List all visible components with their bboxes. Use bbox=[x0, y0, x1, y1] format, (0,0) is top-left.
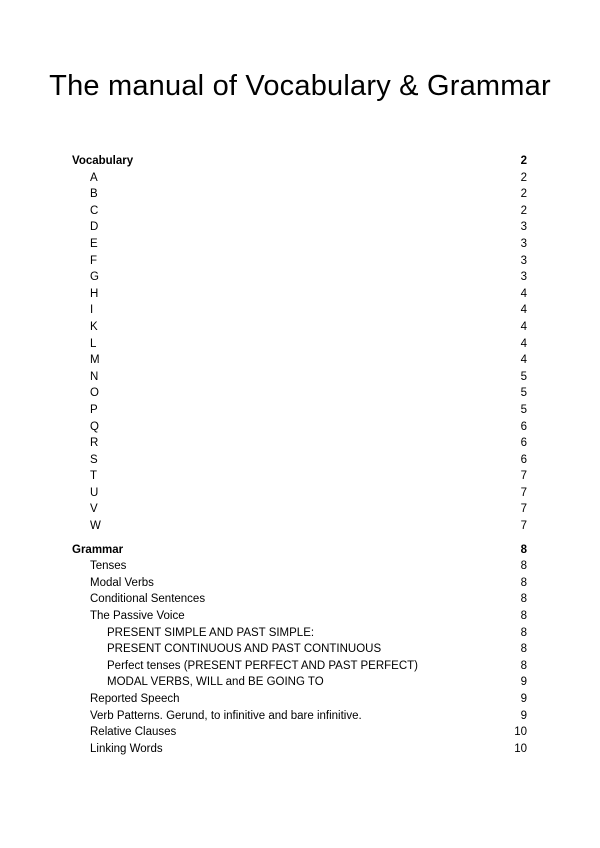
toc-page-number: 9 bbox=[520, 709, 527, 722]
toc-entry[interactable] bbox=[72, 203, 527, 220]
toc-page-number: 6 bbox=[520, 453, 527, 466]
toc-subentry[interactable] bbox=[72, 625, 527, 642]
toc-entry-label: T bbox=[90, 470, 98, 483]
toc-page-number: 6 bbox=[520, 437, 527, 450]
toc-entry-label: O bbox=[90, 387, 99, 400]
toc-entry-label: Q bbox=[90, 420, 99, 433]
toc-entry-label: P bbox=[90, 403, 98, 416]
toc-entry-label: Verb Patterns. Gerund, to infinitive and bare infinitive. bbox=[90, 709, 362, 722]
toc-entry-label: Relative Clauses bbox=[90, 726, 177, 739]
toc-entry-label: MODAL VERBS, WILL and BE GOING TO bbox=[107, 676, 324, 689]
toc-entry-label: S bbox=[90, 453, 98, 466]
toc-page-number: 7 bbox=[520, 470, 527, 483]
toc-entry[interactable] bbox=[72, 186, 527, 203]
toc-entry[interactable] bbox=[72, 219, 527, 236]
toc-section-entry[interactable] bbox=[72, 542, 527, 559]
toc-page-number: 2 bbox=[520, 204, 527, 217]
toc-entry-label: V bbox=[90, 503, 98, 516]
toc-page-number: 4 bbox=[520, 287, 527, 300]
toc-entry[interactable] bbox=[72, 369, 527, 386]
toc-entry[interactable] bbox=[72, 741, 527, 758]
toc-subentry[interactable] bbox=[72, 674, 527, 691]
toc-entry-label: PRESENT SIMPLE AND PAST SIMPLE: bbox=[107, 626, 315, 639]
toc-page-number: 5 bbox=[520, 370, 527, 383]
toc-page-number: 8 bbox=[520, 576, 527, 589]
toc-entry[interactable] bbox=[72, 518, 527, 535]
toc-subentry[interactable] bbox=[72, 658, 527, 675]
toc-entry[interactable] bbox=[72, 269, 527, 286]
toc-entry[interactable] bbox=[72, 402, 527, 419]
toc-page-number: 9 bbox=[520, 676, 527, 689]
toc-entry-label: U bbox=[90, 486, 99, 499]
toc-entry-label: M bbox=[90, 354, 100, 367]
toc-page-number: 7 bbox=[520, 486, 527, 499]
toc-entry[interactable] bbox=[72, 435, 527, 452]
toc-section-entry[interactable] bbox=[72, 153, 527, 170]
toc-page-number: 3 bbox=[520, 237, 527, 250]
toc-entry[interactable] bbox=[72, 691, 527, 708]
toc-entry-label: Conditional Sentences bbox=[90, 593, 206, 606]
toc-page-number: 3 bbox=[520, 271, 527, 284]
toc-entry-label: N bbox=[90, 370, 99, 383]
toc-entry-label: C bbox=[90, 204, 99, 217]
toc-entry[interactable] bbox=[72, 591, 527, 608]
toc-page-number: 4 bbox=[520, 320, 527, 333]
toc-entry[interactable] bbox=[72, 319, 527, 336]
toc-entry[interactable] bbox=[72, 452, 527, 469]
toc-page-number: 4 bbox=[520, 354, 527, 367]
toc-page-number: 8 bbox=[520, 610, 527, 623]
toc-page-number: 10 bbox=[514, 742, 527, 755]
toc-page-number: 8 bbox=[520, 560, 527, 573]
toc-entry-label: G bbox=[90, 271, 99, 284]
toc-page-number: 6 bbox=[520, 420, 527, 433]
toc-entry[interactable] bbox=[72, 468, 527, 485]
toc-entry[interactable] bbox=[72, 302, 527, 319]
toc-page-number: 5 bbox=[520, 403, 527, 416]
toc-page-number: 2 bbox=[520, 171, 527, 184]
toc-entry[interactable] bbox=[72, 336, 527, 353]
toc-entry-label: K bbox=[90, 320, 98, 333]
toc-entry[interactable] bbox=[72, 501, 527, 518]
toc-page-number: 7 bbox=[520, 503, 527, 516]
toc-entry[interactable] bbox=[72, 724, 527, 741]
toc-entry[interactable] bbox=[72, 419, 527, 436]
toc-entry[interactable] bbox=[72, 286, 527, 303]
toc-entry-label: B bbox=[90, 188, 98, 201]
toc-page-number: 2 bbox=[520, 155, 527, 167]
toc-entry-label: Modal Verbs bbox=[90, 576, 154, 589]
toc-entry-label: A bbox=[90, 171, 98, 184]
toc-entry[interactable] bbox=[72, 558, 527, 575]
table-of-contents bbox=[72, 153, 527, 757]
toc-entry-label: Reported Speech bbox=[90, 693, 180, 705]
toc-entry[interactable] bbox=[72, 170, 527, 187]
toc-entry[interactable] bbox=[72, 352, 527, 369]
toc-entry[interactable] bbox=[72, 253, 527, 270]
toc-entry-label: W bbox=[90, 520, 101, 533]
toc-page-number: 10 bbox=[514, 726, 527, 739]
toc-page-number: 8 bbox=[520, 593, 527, 606]
toc-entry-label: I bbox=[90, 304, 94, 317]
toc-entry[interactable] bbox=[72, 385, 527, 402]
toc-page-number: 5 bbox=[520, 387, 527, 400]
toc-entry-label: D bbox=[90, 221, 99, 234]
toc-entry[interactable] bbox=[72, 708, 527, 725]
toc-page-number: 8 bbox=[520, 643, 527, 656]
toc-entry-label: E bbox=[90, 237, 98, 250]
toc-entry-label: H bbox=[90, 287, 99, 300]
toc-page-number: 4 bbox=[520, 304, 527, 317]
toc-entry-label: The Passive Voice bbox=[90, 610, 185, 623]
toc-entry-label: F bbox=[90, 254, 98, 267]
toc-entry-label: R bbox=[90, 437, 99, 450]
toc-entry[interactable] bbox=[72, 485, 527, 502]
toc-page-number: 7 bbox=[520, 520, 527, 533]
toc-entry-label: Tenses bbox=[90, 560, 127, 573]
toc-page-number: 8 bbox=[520, 543, 527, 556]
toc-entry-label: Grammar bbox=[72, 543, 124, 556]
toc-entry[interactable] bbox=[72, 608, 527, 625]
toc-entry-label: Perfect tenses (PRESENT PERFECT AND PAST PERFECT) bbox=[107, 659, 419, 672]
toc-entry[interactable] bbox=[72, 575, 527, 592]
toc-entry-label: Vocabulary bbox=[72, 155, 134, 167]
toc-entry-label: PRESENT CONTINUOUS AND PAST CONTINUOUS bbox=[107, 643, 382, 656]
toc-page-number: 4 bbox=[520, 337, 527, 350]
toc-page-number: 9 bbox=[520, 693, 527, 705]
toc-page-number: 2 bbox=[520, 188, 527, 201]
toc-page-number: 3 bbox=[520, 221, 527, 234]
toc-page-number: 8 bbox=[520, 659, 527, 672]
toc-page-number: 8 bbox=[520, 626, 527, 639]
toc-page-number: 3 bbox=[520, 254, 527, 267]
toc-subentry[interactable] bbox=[72, 641, 527, 658]
toc-entry-label: Linking Words bbox=[90, 742, 163, 755]
document-title: The manual of Vocabulary & Grammar bbox=[49, 70, 551, 102]
toc-entry-label: L bbox=[90, 337, 97, 350]
toc-entry[interactable] bbox=[72, 236, 527, 253]
